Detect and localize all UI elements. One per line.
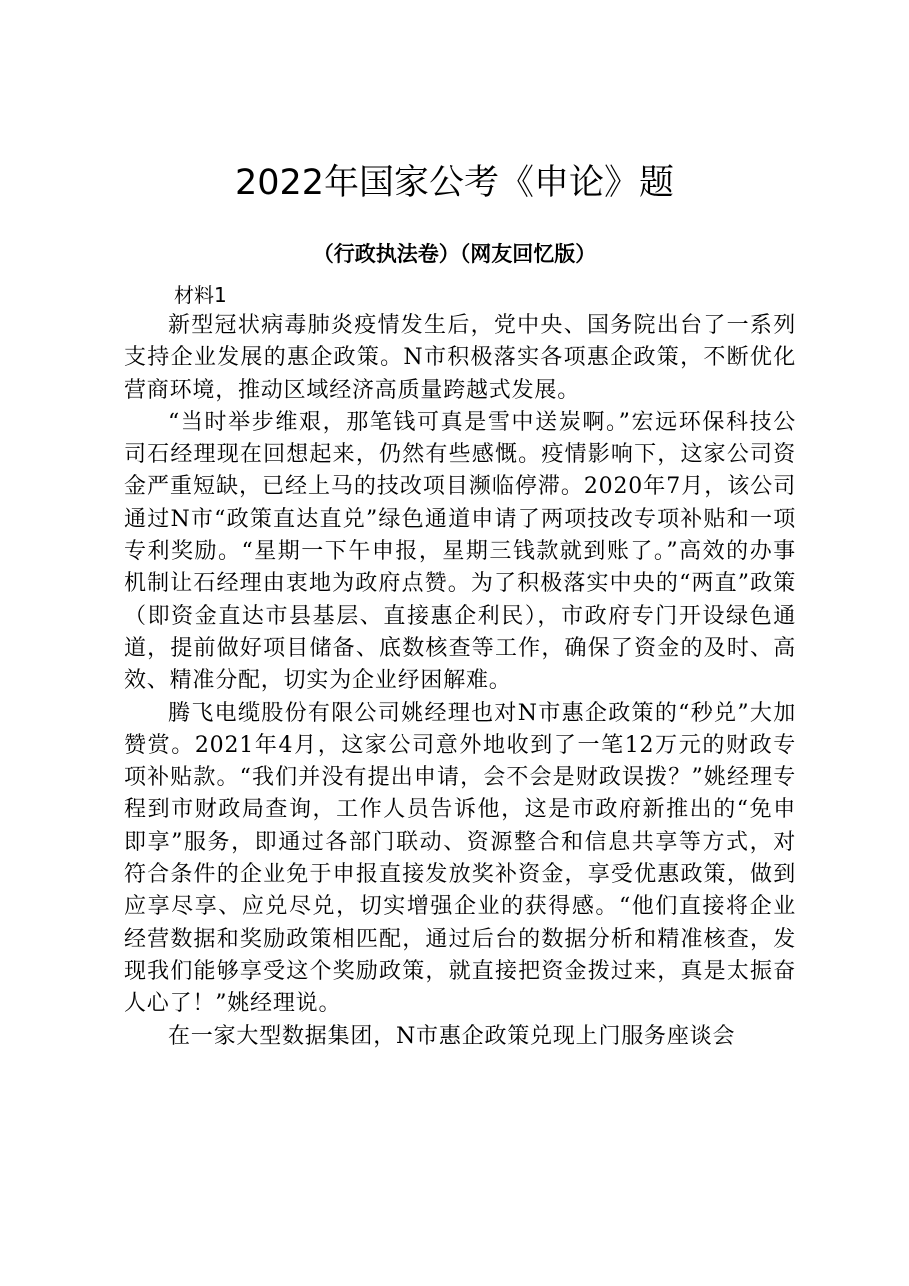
paragraph: 腾飞电缆股份有限公司姚经理也对N市惠企政策的“秒兑”大加赞赏。2021年4月，这家公司意外地收到了一笔12万元的财政专项补贴款。“我们并没有提出申请，会不会是财政误拨？”姚经理专程到市财政局查询，工作人员告诉他，这是市政府新推出的“免申即享”服务，即通过各部门联动、资源整合和信息共享等方式，对符合条件的企业免于申报直接发放奖补资金，享受优惠政策，做到应享尽享、应兑尽兑，切实增强企业的获得感。“他们直接将企业经营数据和奖励政策相匹配，通过后台的数据分析和精准核查，发现我们能够享受这个奖励政策，就直接把资金拨过来，真是太振奋人心了！”姚经理说。 [124, 700, 796, 1017]
material-label: 材料1 [174, 283, 227, 307]
document-title: 2022年国家公考《申论》题 [234, 163, 675, 203]
paragraph: 新型冠状病毒肺炎疫情发生后，党中央、国务院出台了一系列支持企业发展的惠企政策。N市积极落实各项惠企政策，不断优化营商环境，推动区域经济高质量跨越式发展。 [124, 313, 796, 403]
document-body [124, 310, 796, 1053]
paragraph: 在一家大型数据集团，N市惠企政策兑现上门服务座谈会 [168, 1023, 736, 1049]
document-subtitle: （行政执法卷）（网友回忆版） [312, 241, 597, 266]
paragraph: “当时举步维艰，那笔钱可真是雪中送炭啊。”宏远环保科技公司石经理现在回想起来，仍然有些感慨。疫情影响下，这家公司资金严重短缺，已经上马的技改项目濒临停滞。2020年7月，该公司通过N市“政策直达直兑”绿色通道申请了两项技改专项补贴和一项专利奖励。“星期一下午申报，星期三钱款就到账了。”高效的办事机制让石经理由衷地为政府点赞。为了积极落实中央的“两直”政策（即资金直达市县基层、直接惠企利民），市政府专门开设绿色通道，提前做好项目储备、底数核查等工作，确保了资金的及时、高效、精准分配，切实为企业纾困解难。 [124, 409, 796, 694]
